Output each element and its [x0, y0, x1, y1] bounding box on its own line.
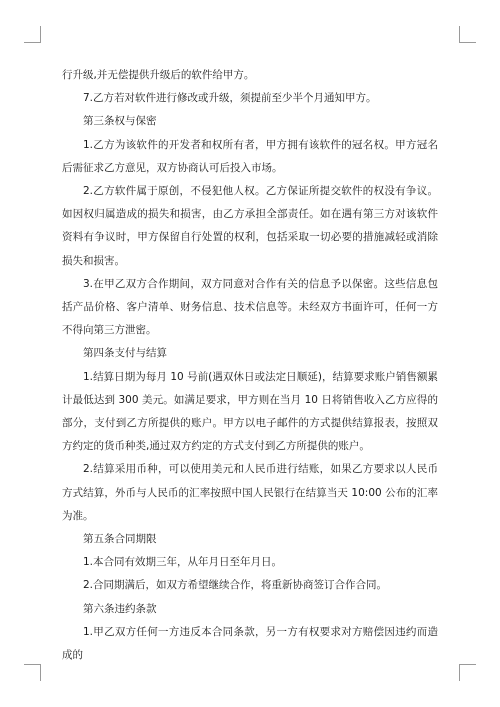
section-heading-article-4: 第四条支付与结算: [83, 347, 167, 360]
paragraph-clause-5-1: 1.本合同有效期三年，从年月日至年月日。: [83, 556, 283, 569]
section-heading-article-5: 第五条合同期限: [83, 533, 157, 546]
paragraph-continuation: 行升级,并无偿提供升级后的软件给甲方。: [62, 69, 255, 81]
paragraph-clause-4-2: 2.结算采用币种，可以使用美元和人民币进行结账，如果乙方要求以人民币方式结算，外币与人民币的汇率按照中国人民银行在结算当天 10:00 公布的汇率为准。: [62, 463, 438, 522]
section-heading-article-3: 第三条权与保密: [83, 115, 157, 128]
paragraph-clause-6-1: 1.甲乙双方任何一方违反本合同条款，另一方有权要求对方赔偿因违约而造成的: [62, 625, 438, 662]
crop-mark-bottom-left: [24, 664, 41, 681]
paragraph-clause-5-2: 2.合同期满后，如双方希望继续合作，将重新协商签订合作合同。: [83, 579, 388, 592]
section-heading-article-6: 第六条违约条款: [83, 602, 157, 615]
paragraph-clause-3-2: 2.乙方软件属于原创，不侵犯他人权。乙方保证所提交软件的权没有争议。如因权归属造成的损失和损害，由乙方承担全部责任。如在遇有第三方对该软件资料有争议时，甲方保留自行处置的权利，包括采取一切必要的措施减轻或消除损失和损害。: [62, 185, 438, 267]
paragraph-clause-2-7: 7.乙方若对软件进行修改或升级，须提前至少半个月通知甲方。: [83, 92, 377, 105]
crop-mark-top-left: [24, 26, 41, 43]
paragraph-clause-3-3: 3.在甲乙双方合作期间，双方同意对合作有关的信息予以保密。这些信息包括产品价格、客户清单、财务信息、技术信息等。未经双方书面许可，任何一方不得向第三方泄密。: [62, 277, 438, 337]
paragraph-clause-3-1: 1.乙方为该软件的开发者和权所有者，甲方拥有该软件的冠名权。甲方冠名后需征求乙方意见，双方协商认可后投入市场。: [62, 138, 438, 174]
paragraph-clause-4-1: 1.结算日期为每月 10 号前(遇双休日或法定日顺延)，结算要求账户销售额累计最低达到 300 美元。如满足要求，甲方则在当月 10 日将销售收入乙方应得的部分，支付到乙方所提供的账户。甲方以电子邮件的方式提供结算报表，按照双方约定的货币种类,通过双方约定的方式支付到乙方所提供的账户。: [62, 370, 438, 453]
crop-mark-top-right: [459, 26, 476, 43]
document-body: [62, 64, 438, 667]
crop-mark-bottom-right: [459, 664, 476, 681]
